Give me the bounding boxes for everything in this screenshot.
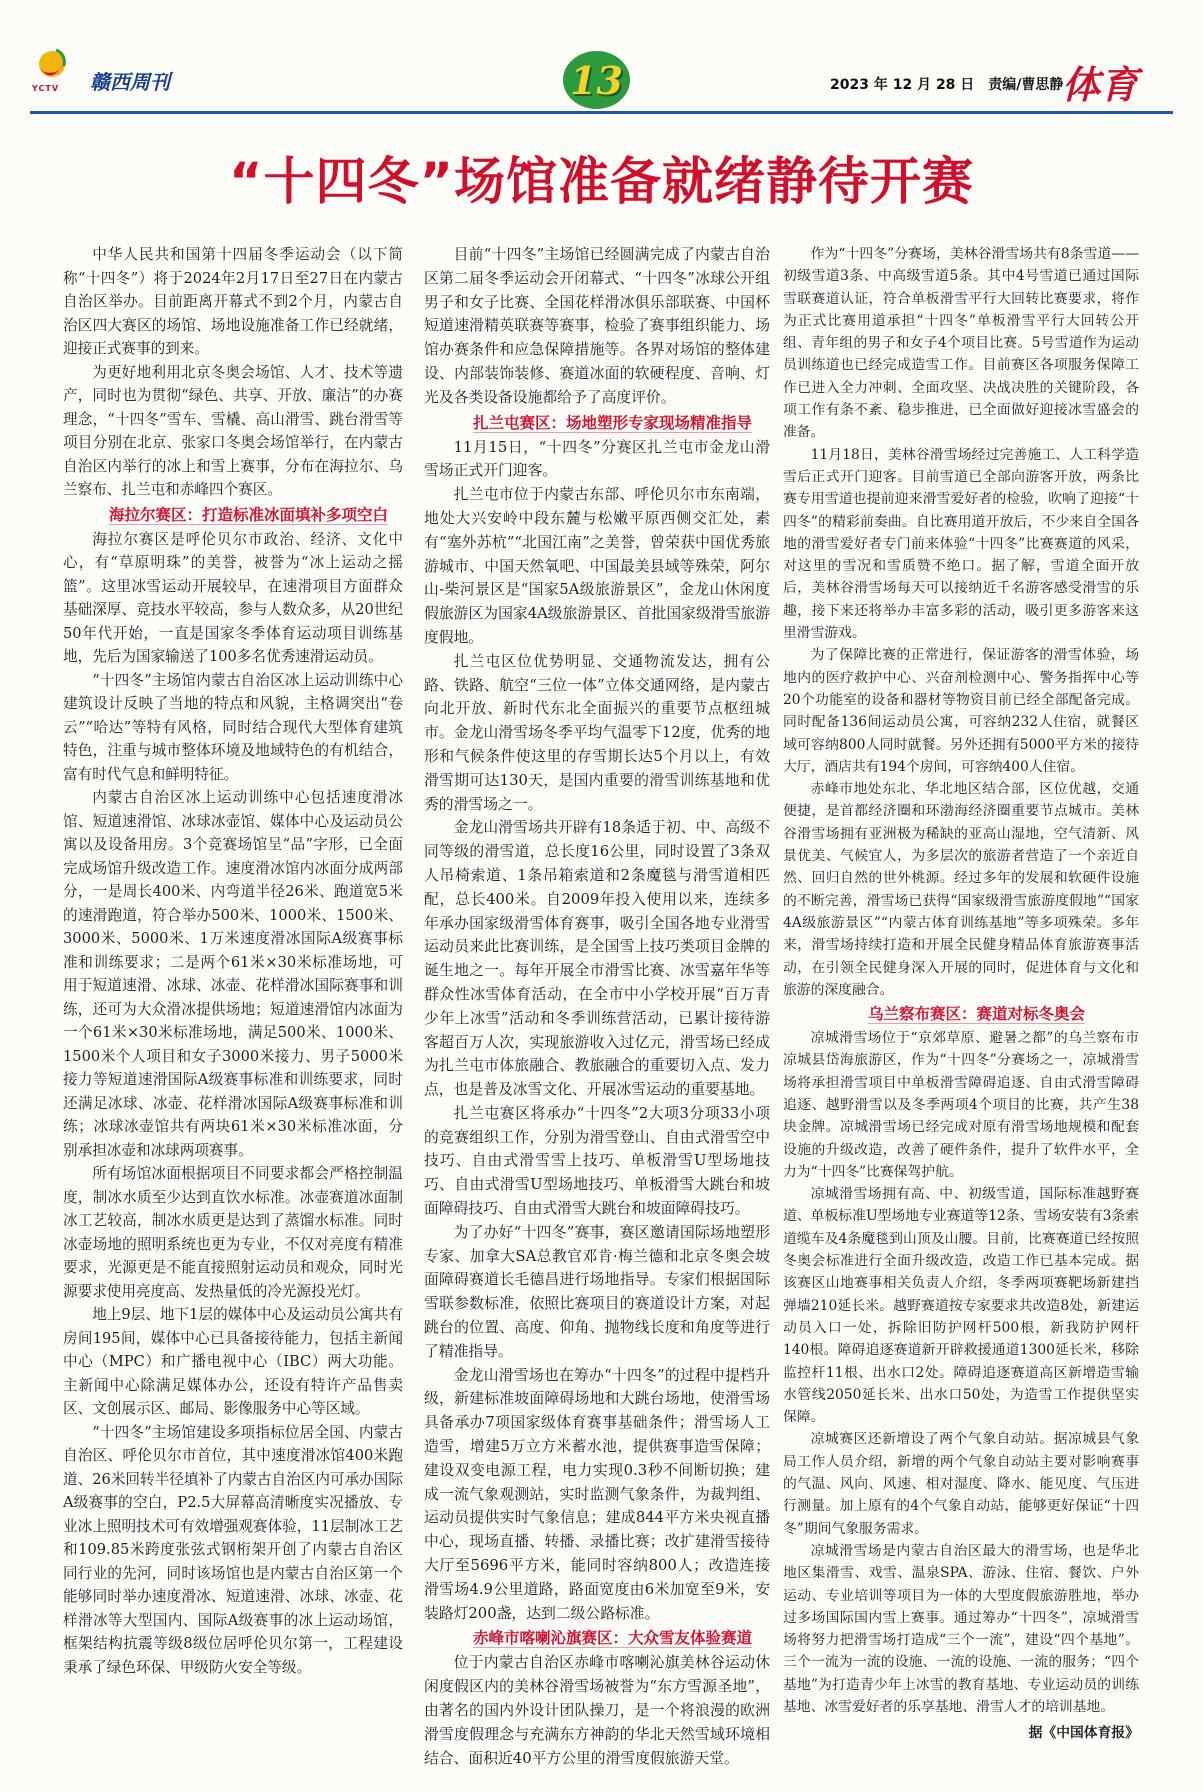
page-number-badge xyxy=(563,51,630,109)
paragraph: 凉城滑雪场拥有高、中、初级雪道，国际标准越野赛道、单板标准U型场地专业赛道等12条、雪场安装有3条索道缆车及4条魔毯到山顶及山腰。目前，比赛赛道已经按照冬奥会标准进行全面升级改造，改造工作已基本完成。据该赛区山地赛事相关负责人介绍，冬季两项赛靶场新建挡弹墙210延长米。越野赛道按专家要求共改造8处，新建运动员入口一处，拆除旧防护网杆500根，新我防护网杆140根。障碍追逐赛道新开辟救援通道1300延长米，移除监控杆11根、出水口2处。障碍追逐赛道高区新增造雪输水管线2050延长米、出水口50处，为造雪工作提供坚实保障。 xyxy=(783,1186,1139,1426)
paragraph: 凉城滑雪场位于“京郊草原、避暑之都”的乌兰察布市凉城县岱海旅游区，作为“十四冬”分赛场之一，凉城滑雪场将承担滑雪项目中单板滑雪障碍追逐、自由式滑雪障碍追逐、越野滑雪以及冬季两项4个项目的比赛，共产生38块金牌。凉城滑雪场已经完成对原有滑雪场地规模和配套设施的升级改造，改善了硬件条件，提升了软件水平，全力为“十四冬”比赛保驾护航。 xyxy=(783,1030,1139,1180)
subheading-wulanchabu: 乌兰察布赛区：赛道对标冬奥会 xyxy=(867,1005,1085,1024)
article-column-3 xyxy=(783,243,1139,1745)
paragraph: 扎兰屯赛区将承办“十四冬”2大项3分项33小项的竞赛组织工作，分别为滑雪登山、自由式滑雪空中技巧、自由式滑雪雪上技巧、单板滑雪U型场地技巧、自由式滑雪U型场地技巧、单板滑雪大跳台和坡面障碍技巧、自由式滑雪大跳台和坡面障碍技巧。 xyxy=(424,1104,770,1218)
paragraph: 金龙山滑雪场也在筹办“十四冬”的过程中提档升级，新建标准坡面障碍场地和大跳台场地，使滑雪场具备承办7项国家级体育赛事基础条件；滑雪场人工造雪，增建5万立方米蓄水池，提供赛事造雪保障；建设双变电源工程，电力实现0.3秒不间断切换；建成一流气象观测站，实时监测气象条件，为裁判组、运动员提供实时气象信息；建成844平方米央视直播中心，现场直播、转播、录播比赛；改扩建滑雪接待大厅至5696平方米，能同时容纳800人；改造连接滑雪场4.9公里道路，路面宽度由6米加宽至9米，安装路灯200盏，达到二级公路标准。 xyxy=(424,1366,770,1622)
paragraph: 扎兰屯区位优势明显、交通物流发达，拥有公路、铁路、航空“三位一体”立体交通网络，是内蒙古向北开放、新时代东北全面振兴的重要节点枢纽城市。金龙山滑雪场冬季平均气温零下12度，优秀的地形和气候条件使这里的存雪期长达5个月以上，有效滑雪期可达130天，是国内重要的滑雪训练基地和优秀的滑雪场之一。 xyxy=(424,652,770,813)
headline: “十四冬”场馆准备就绪静待开赛 xyxy=(228,153,975,212)
page-number: 13 xyxy=(570,57,623,103)
issue-date-editor: 2023 年 12 月 28 日 责编/曹思静 xyxy=(830,77,1064,93)
paragraph: 11月18日，美林谷滑雪场经过完善施工、人工科学造雪后正式开门迎客。目前雪道已全部向游客开放，两条比赛专用雪道也提前迎来滑雪爱好者的检验，吹响了迎接“十四冬”的精彩前奏曲。自比赛用道开放后，不少来自全国各地的滑雪爱好者专门前来体验“十四冬”比赛赛道的风采，对这里的雪况和雪质赞不绝口。据了解，雪道全面开放后，美林谷滑雪场每天可以接纳近千名游客感受滑雪的乐趣，接下来还将举办丰富多彩的活动，吸引更多游客来这里滑雪游戏。 xyxy=(783,446,1139,642)
paragraph: 目前“十四冬”主场馆已经圆满完成了内蒙古自治区第二届冬季运动会开闭幕式、“十四冬”冰球公开组男子和女子比赛、全国花样滑冰俱乐部联赛、中国杯短道速滑精英联赛等赛事，检验了赛事组织能力、场馆办赛条件和应急保障措施等。各界对场馆的整体建设、内部装饰装修、赛道冰面的软硬程度、音响、灯光及各类设备设施都给予了高度评价。 xyxy=(424,246,770,406)
paragraph: 内蒙古自治区冰上运动训练中心包括速度滑冰馆、短道速滑馆、冰球冰壶馆、媒体中心及运动员公寓以及设备用房。3个竞赛场馆呈“品”字形，已全面完成场馆升级改造工作。速度滑冰馆内冰面分成两部分，一是周长400米、内弯道半径26米、跑道宽5米的速滑跑道，符合举办500米、1000米、1500米、3000米、5000米、1万米速度滑冰国际A级赛事标准和训练要求；二是两个61米×30米标准场地，可用于短道速滑、冰球、冰壶、花样滑冰国际赛事和训练，还可为大众滑冰提供场地；短道速滑馆内冰面为一个61米×30米标准场地，满足500米、1000米、1500米个人项目和女子3000米接力、男子5000米接力等短道速滑国际A级赛事标准和训练要求，同时还满足冰球、冰壶、花样滑冰国际A级赛事标准和训练；冰球冰壶馆共有两块61米×30米标准冰面，分别承担冰壶和冰球两项赛事。 xyxy=(63,789,403,1159)
paragraph: “十四冬”主场馆内蒙古自治区冰上运动训练中心建筑设计反映了当地的特点和风貌，主格调突出“卷云”“哈达”等特有风格，同时结合现代大型体育建筑特色，注重与城市整体环境及地域特色的有机结合，富有时代气息和鲜明特征。 xyxy=(63,671,403,783)
paragraph: 地上9层、地下1层的媒体中心及运动员公寓共有房间195间，媒体中心已具备接待能力，包括主新闻中心（MPC）和广播电视中心（IBC）两大功能。主新闻中心除满足媒体办公，还设有特许产品售卖区、文创展示区、邮局、影像服务中心等区域。 xyxy=(63,1306,403,1417)
paragraph: 为更好地利用北京冬奥会场馆、人才、技术等遗产，同时也为贯彻“绿色、共享、开放、廉洁”的办赛理念，“十四冬”雪车、雪橇、高山滑雪、跳台滑雪等项目分别在北京、张家口冬奥会场馆举行，在内蒙古自治区内举行的冰上和雪上赛事，分布在海拉尔、乌兰察布、扎兰屯和赤峰四个赛区。 xyxy=(63,363,403,498)
paragraph: 凉城赛区还新增设了两个气象自动站。据凉城县气象局工作人员介绍，新增的两个气象自动站主要对影响赛事的气温、风向、风速、相对湿度、降水、能见度、气压进行测量。加上原有的4个气象自动站，能够更好保证“十四冬”期间气象服务需求。 xyxy=(783,1431,1139,1537)
paragraph: 扎兰屯市位于内蒙古东部、呼伦贝尔市东南端，地处大兴安岭中段东麓与松嫩平原西侧交汇处，素有“塞外苏杭”“北国江南”之美誉，曾荣获中国优秀旅游城市、中国天然氧吧、中国最美县域等殊荣，阿尔山-柴河景区是“国家5A级旅游景区”，金龙山休闲度假旅游区为国家4A级旅游景区、首批国家级滑雪旅游度假地。 xyxy=(424,486,770,646)
paper-name: 赣西周刊 xyxy=(90,70,170,94)
paragraph: 凉城滑雪场是内蒙古自治区最大的滑雪场，也是华北地区集滑雪、戏雪、温泉SPA、游泳、住宿、餐饮、户外运动、专业培训等项目为一体的大型度假旅游胜地，举办过多场国际国内雪上赛事。通过筹办“十四冬”，凉城滑雪场将努力把滑雪场打造成“三个一流”，建设“四个基地”。三个一流为一流的设施、一流的设施、一流的服务；“四个基地”为打造青少年上冰雪的教育基地、专业运动员的训练基地、冰雪爱好者的乐享基地、滑雪人才的培训基地。 xyxy=(783,1542,1139,1715)
article-column-2 xyxy=(424,243,770,1770)
paragraph: 为了保障比赛的正常进行，保证游客的滑雪体验，场地内的医疗救护中心、兴奋剂检测中心、警务指挥中心等20个功能室的设备和器材等物资目前已经全部配备完成。同时配备136间运动员公寓，可容纳232人住宿，就餐区域可容纳800人同时就餐。另外还拥有5000平方米的接待大厅，酒店共有194个房间，可容纳400人住宿。 xyxy=(783,647,1139,775)
source-credit: 据《中国体育报》 xyxy=(1028,1725,1139,1742)
article-column-1 xyxy=(63,243,403,1679)
paragraph: 赤峰市地处东北、华北地区结合部，区位优越，交通便捷，是首都经济圈和环渤海经济圈重要节点城市。美林谷滑雪场拥有亚洲极为稀缺的亚高山湿地，空气清新、风景优美、气候宜人，为多层次的旅游者营造了一个亲近自然、回归自然的世外桃源。经过多年的发展和软硬件设施的不断完善，滑雪场已获得“国家级滑雪旅游度假地”“国家4A级旅游景区”“内蒙古体育训练基地”等多项殊荣。多年来，滑雪场持续打造和开展全民健身精品体育旅游赛事活动，在引领全民健身深入开展的同时，促进体育与文化和旅游的深度融合。 xyxy=(783,781,1139,998)
subheading-hailar: 海拉尔赛区：打造标准冰面填补多项空白 xyxy=(108,505,388,524)
subheading-chifeng: 赤峰市喀喇沁旗赛区：大众雪友体验赛道 xyxy=(472,1629,752,1648)
paragraph: “十四冬”主场馆建设多项指标位居全国、内蒙古自治区、呼伦贝尔市首位，其中速度滑冰馆400米跑道、26米回转半径填补了内蒙古自治区内可承办国际A级赛事的空白，P2.5大屏幕高清晰度实况播放、专业冰上照明技术可有效增强观赛体验，11层制冰工艺和109.85米跨度张弦式钢桁架开创了内蒙古自治区同行业的先河，同时该场馆也是内蒙古自治区第一个能够同时举办速度滑冰、短道速滑、冰球、冰壶、花样滑冰等大型国内、国际A级赛事的冰上运动场馆，框架结构抗震等级8级位居呼伦贝尔第一，工程建设秉承了绿色环保、甲级防火安全等级。 xyxy=(63,1423,403,1676)
logo-text: YCTV xyxy=(32,84,60,93)
subheading-zalantun: 扎兰屯赛区：场地塑形专家现场精准指导 xyxy=(472,413,752,432)
paragraph: 所有场馆冰面根据项目不同要求都会严格控制温度，制冰水质至少达到直饮水标准。冰壶赛道冰面制冰工艺较高，制冰水质更是达到了蒸馏水标准。同时冰壶场地的照明系统也更为专业，不仅对亮度有精准要求，光源更是不能直接照射运动员和观众，同时光源要求使用亮度高、发热量低的冷光源投光灯。 xyxy=(63,1165,403,1300)
masthead-rule xyxy=(30,111,1173,114)
paragraph: 金龙山滑雪场共开辟有18条适于初、中、高级不同等级的滑雪道，总长度16公里，同时设置了3条双人吊椅索道、1条吊箱索道和2条魔毯与滑雪道相匹配，总长400米。自2009年投入使用以来，连续多年承办国家级滑雪体育赛事，吸引全国各地专业滑雪运动员来此比赛训练，是全国雪上技巧类项目金牌的诞生地之一。每年开展全市滑雪比赛、冰雪嘉年华等群众性冰雪体育活动，在全市中小学校开展“百万青少年上冰雪”活动和冬季训练营活动，已累计接待游客超百万人次，实现旅游收入过亿元，滑雪场已经成为扎兰屯市体旅融合、教旅融合的重要切入点、发力点，也是普及冰雪文化、开展冰雪运动的重要基地。 xyxy=(424,819,770,1099)
paragraph: 中华人民共和国第十四届冬季运动会（以下简称“十四冬”）将于2024年2月17日至27日在内蒙古自治区举办。目前距离开幕式不到2个月，内蒙古自治区四大赛区的场馆、场地设施准备工作已经就绪，迎接正式赛事的到来。 xyxy=(63,246,403,357)
paragraph: 11月15日，“十四冬”分赛区扎兰屯市金龙山滑雪场正式开门迎客。 xyxy=(424,438,770,480)
paragraph: 作为“十四冬”分赛场，美林谷滑雪场共有8条雪道——初级雪道3条、中高级雪道5条。其中4号雪道已通过国际雪联赛道认证，符合单板滑雪平行大回转比赛要求，将作为正式比赛用道承担“十四冬”单板滑雪平行大回转公开组、青年组的男子和女子4个项目比赛。5号雪道作为运动员训练道也已经完成造雪工作。目前赛区各项服务保障工作已进入全力冲刺、全面攻坚、决战决胜的关键阶段，各项工作有条不紊、稳步推进，已全面做好迎接冰雪盛会的准备。 xyxy=(783,246,1139,441)
paragraph: 位于内蒙古自治区赤峰市喀喇沁旗美林谷运动休闲度假区内的美林谷滑雪场被誉为“东方雪源圣地”，由著名的国内外设计团队操刀，是一个将浪漫的欧洲滑雪度假理念与充满东方神韵的华北天然雪域环境相结合、面积近40平方公里的滑雪度假旅游天堂。 xyxy=(424,1654,770,1767)
section-name: 体育 xyxy=(1062,62,1139,107)
paragraph: 为了办好“十四冬”赛事，赛区邀请国际场地塑形专家、加拿大SA总教官邓肯·梅兰德和北京冬奥会坡面障碍赛道长毛德昌进行场地指导。专家们根据国际雪联参数标准，依照比赛项目的赛道设计方案，对起跳台的位置、高度、仰角、抛物线长度和角度等进行了精准指导。 xyxy=(424,1223,770,1360)
masthead xyxy=(30,46,1173,110)
paragraph: 海拉尔赛区是呼伦贝尔市政治、经济、文化中心，有“草原明珠”的美誉，被誉为“冰上运动之摇篮”。这里冰雪运动开展较早，在速滑项目方面群众基础深厚、竞技水平较高，参与人数众多，从20世纪50年代开始，一直是国家冬季体育运动项目训练基地，先后为国家输送了100多名优秀速滑运动员。 xyxy=(63,530,403,665)
